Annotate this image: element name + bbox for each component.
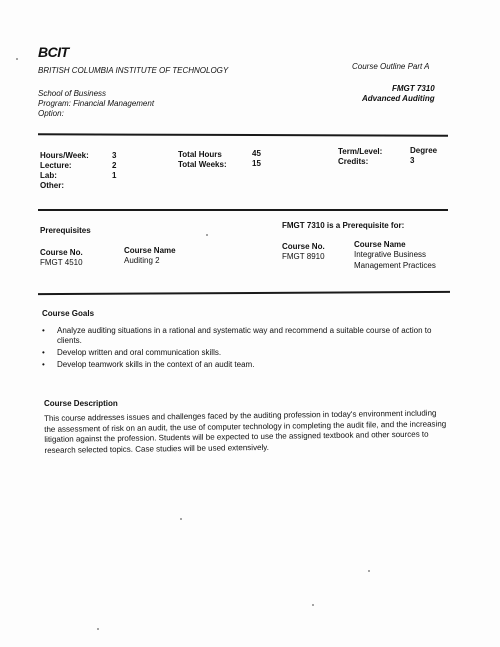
prereqfor-course-name-line2: Management Practices <box>354 261 436 270</box>
bullet-icon: • <box>42 348 45 357</box>
scan-speck <box>206 234 208 236</box>
goal-item <box>40 326 450 346</box>
goal-text: Develop written and oral communication skills. <box>57 348 222 357</box>
course-description-text: This course addresses issues and challenges faced by the auditing profession in today's environment including the assessment of risk on an audit, the use of computer technology in completing the audit file, and the increasing litigation against the profession. Students will be expected to use the assigned textbook and other sources to research selected topics. Case studies will be used extensively. <box>44 408 447 455</box>
other-label: Other: <box>40 181 64 190</box>
course-goals-list <box>40 326 450 372</box>
scan-speck <box>312 604 314 606</box>
lecture-label: Lecture: <box>40 161 72 170</box>
school-name: School of Business <box>38 89 107 98</box>
prereq-divider <box>38 291 450 295</box>
course-description-title: Course Description <box>44 399 118 408</box>
bullet-icon: • <box>42 360 45 369</box>
term-level-label: Term/Level: <box>338 147 383 156</box>
prereqfor-course-name-header: Course Name <box>354 240 406 249</box>
program-name: Program: Financial Management <box>38 99 155 108</box>
goal-item <box>40 360 450 370</box>
scan-speck <box>16 58 18 60</box>
credits-value: 3 <box>410 156 415 165</box>
prereq-course-no: FMGT 4510 <box>40 258 83 267</box>
prereqfor-course-name-line1: Integrative Business <box>354 250 427 259</box>
institute-name: BRITISH COLUMBIA INSTITUTE OF TECHNOLOGY <box>38 66 229 75</box>
total-hours-label: Total Hours <box>178 150 222 159</box>
bcit-logo: BCIT <box>38 44 69 60</box>
lab-value: 1 <box>112 171 117 180</box>
prereq-course-no-header: Course No. <box>40 248 83 257</box>
course-goals-title: Course Goals <box>42 309 95 318</box>
total-weeks-value: 15 <box>252 159 261 168</box>
hours-divider <box>38 209 448 211</box>
scan-speck <box>368 570 370 572</box>
hours-week-value: 3 <box>112 151 117 160</box>
scan-speck <box>97 628 99 630</box>
goal-text: Analyze auditing situations in a rational and systematic way and recommend a suitable course of action to clients. <box>57 326 432 345</box>
credits-label: Credits: <box>338 157 369 166</box>
hours-week-label: Hours/Week: <box>40 151 89 160</box>
total-hours-value: 45 <box>252 149 261 158</box>
lecture-value: 2 <box>112 161 117 170</box>
prereq-course-name-header: Course Name <box>124 246 176 255</box>
lab-label: Lab: <box>40 171 57 180</box>
course-code: FMGT 7310 <box>392 84 435 93</box>
prereq-course-name: Auditing 2 <box>124 256 160 265</box>
goal-text: Develop teamwork skills in the context of an audit team. <box>57 360 255 369</box>
option-label: Option: <box>38 109 64 118</box>
goal-item <box>40 348 450 358</box>
prerequisite-for-title: FMGT 7310 is a Prerequisite for: <box>282 221 405 230</box>
bullet-icon: • <box>42 326 45 335</box>
term-level-value: Degree <box>410 146 438 155</box>
prereqfor-course-no: FMGT 8910 <box>282 252 325 261</box>
outline-label: Course Outline Part A <box>352 62 430 71</box>
scan-speck <box>180 518 182 520</box>
prerequisites-title: Prerequisites <box>40 226 91 235</box>
header-divider <box>38 133 448 136</box>
total-weeks-label: Total Weeks: <box>178 160 227 169</box>
course-title: Advanced Auditing <box>362 94 435 103</box>
prereqfor-course-no-header: Course No. <box>282 242 325 251</box>
